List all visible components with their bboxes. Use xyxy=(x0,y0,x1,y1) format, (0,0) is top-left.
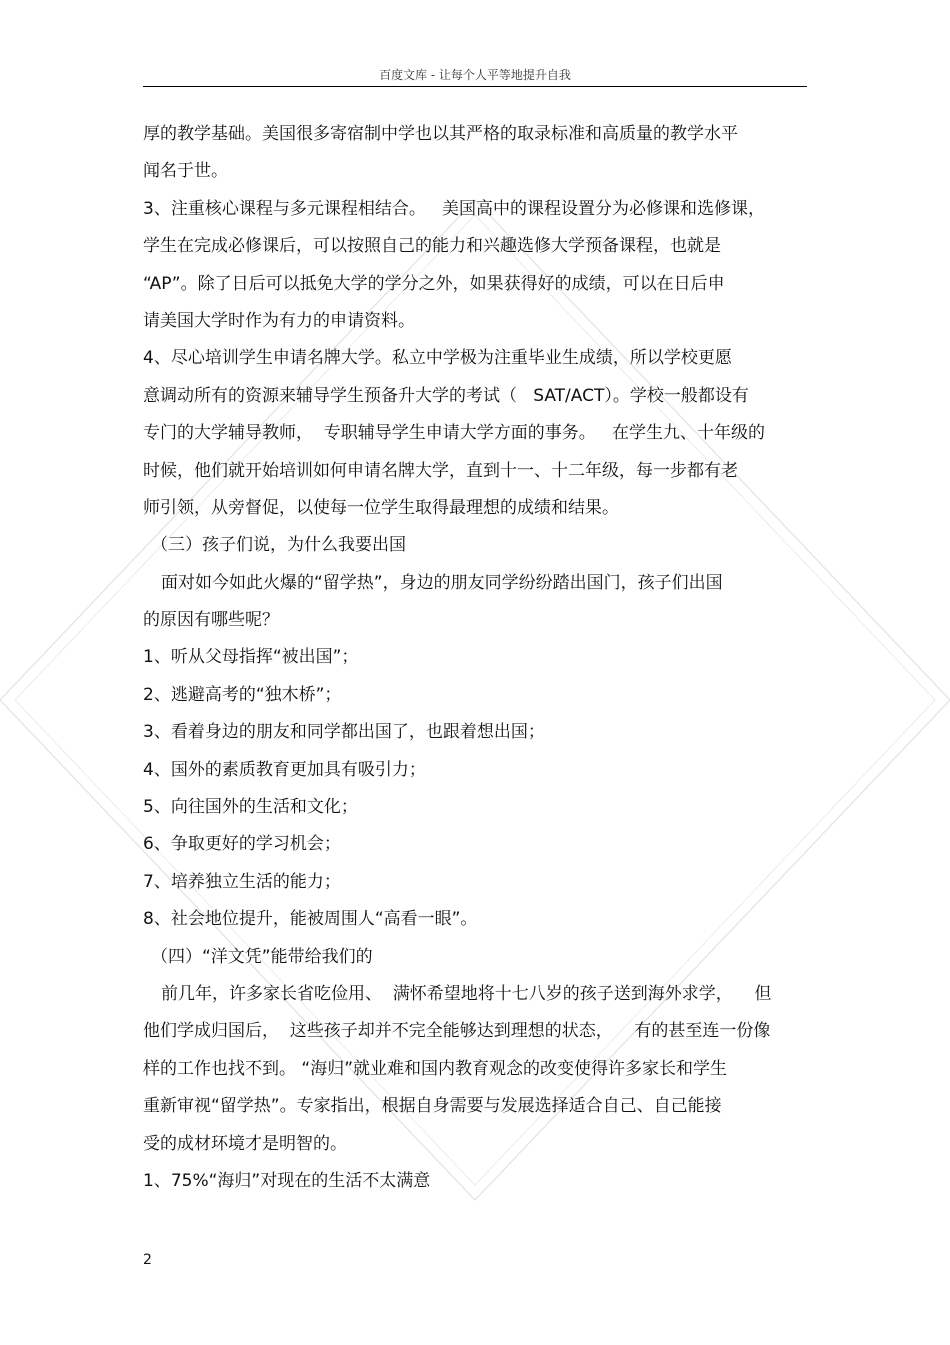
text-line: 面对如今如此火爆的“留学热”，身边的朋友同学纷纷踏出国门，孩子们出国 xyxy=(161,572,723,593)
text-line: 4、尽心培训学生申请名牌大学。私立中学极为注重毕业生成绩，所以学校更愿 xyxy=(143,348,732,369)
text-line: 意调动所有的资源来辅导学生预备升大学的考试（ SAT/ACT）。学校一般都设有 xyxy=(143,385,749,406)
text-line: 时候，他们就开始培训如何申请名牌大学，直到十一、十二年级，每一步都有老 xyxy=(143,460,738,481)
text-line: 重新审视“留学热”。专家指出，根据自身需要与发展选择适合自己、自己能接 xyxy=(143,1096,722,1117)
text-line: 6、争取更好的学习机会； xyxy=(143,834,341,855)
text-line: 的原因有哪些呢？ xyxy=(143,610,279,631)
text-line: 5、向往国外的生活和文化； xyxy=(143,797,358,818)
page-number: 2 xyxy=(143,1252,152,1268)
text-line: 前几年，许多家长省吃俭用、 满怀希望地将十七八岁的孩子送到海外求学， 但 xyxy=(161,983,772,1004)
text-line: 3、看着身边的朋友和同学都出国了，也跟着想出国； xyxy=(143,722,545,743)
header-rule xyxy=(143,86,807,87)
text-line: 7、培养独立生活的能力； xyxy=(143,871,341,892)
text-line: “AP”。除了日后可以抵免大学的学分之外，如果获得好的成绩，可以在日后申 xyxy=(143,273,725,294)
text-line: 他们学成归国后， 这些孩子却并不完全能够达到理想的状态， 有的甚至连一份像 xyxy=(143,1021,771,1042)
page-header: 百度文库 - 让每个人平等地提升自我 xyxy=(379,68,571,82)
document-body xyxy=(143,116,807,1200)
text-line: 师引领，从旁督促，以使每一位学生取得最理想的成绩和结果。 xyxy=(143,497,619,518)
text-line: 学生在完成必修课后，可以按照自己的能力和兴趣选修大学预备课程，也就是 xyxy=(143,236,721,257)
text-line: 1、75%“海归”对现在的生活不太满意 xyxy=(143,1170,431,1191)
text-line: 2、逃避高考的“独木桥”； xyxy=(143,684,342,705)
text-line: （三）孩子们说，为什么我要出国 xyxy=(151,535,406,556)
text-line: 8、社会地位提升，能被周围人“高看一眼”。 xyxy=(143,909,478,930)
text-line: 受的成材环境才是明智的。 xyxy=(143,1133,347,1154)
text-line: 4、国外的素质教育更加具有吸引力； xyxy=(143,759,426,780)
text-line: 1、听从父母指挥“被出国”； xyxy=(143,647,359,668)
text-line: 样的工作也找不到。 “海归”就业难和国内教育观念的改变使得许多家长和学生 xyxy=(143,1058,728,1079)
text-line: 厚的教学基础。美国很多寄宿制中学也以其严格的取录标准和高质量的教学水平 xyxy=(143,124,738,144)
text-line: （四）“洋文凭”能带给我们的 xyxy=(151,946,373,967)
text-line: 3、注重核心课程与多元课程相结合。 美国高中的课程设置分为必修课和选修课， xyxy=(143,198,766,219)
text-line: 请美国大学时作为有力的申请资料。 xyxy=(143,310,415,331)
text-line: 闻名于世。 xyxy=(143,161,228,182)
text-line: 专门的大学辅导教师， 专职辅导学生申请大学方面的事务。 在学生九、十年级的 xyxy=(143,423,766,444)
